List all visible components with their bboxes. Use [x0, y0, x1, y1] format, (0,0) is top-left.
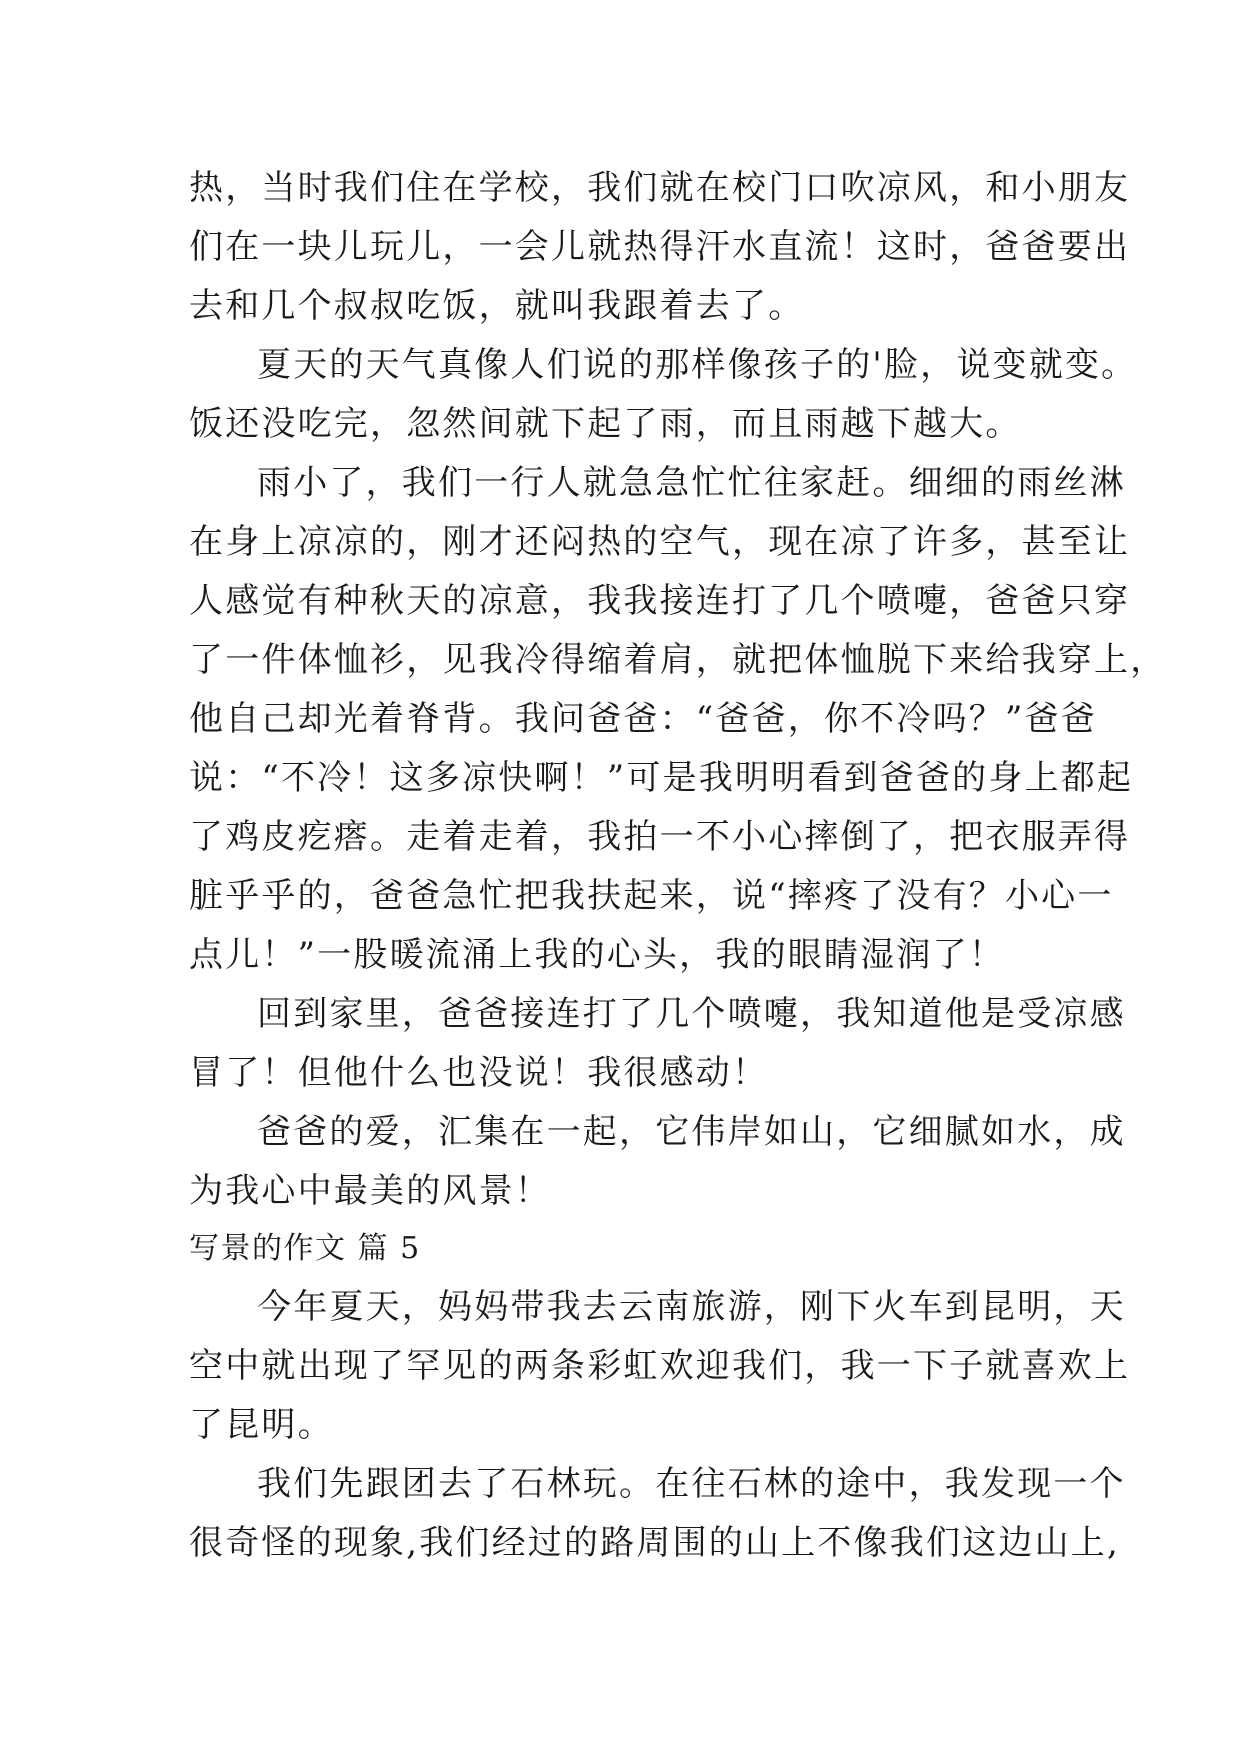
text-line: 点儿！”一股暖流涌上我的心头，我的眼睛湿润了！ [189, 935, 1005, 975]
text-line: 夏天的天气真像人们说的那样像孩子的'脸，说变就变。 [257, 345, 1138, 385]
text-line: 人感觉有种秋天的凉意，我我接连打了几个喷嚏，爸爸只穿 [189, 581, 1131, 621]
text-line: 他自己却光着脊背。我问爸爸：“爸爸，你不冷吗？”爸爸 [189, 699, 1097, 739]
text-line: 雨小了，我们一行人就急急忙忙往家赶。细细的雨丝淋 [257, 463, 1126, 503]
text-line: 热，当时我们住在学校，我们就在校门口吹凉风，和小朋友 [189, 168, 1131, 208]
text-line: 很奇怪的现象,我们经过的路周围的山上不像我们这边山上, [189, 1523, 1121, 1563]
text-line: 了一件体恤衫，见我冷得缩着肩，就把体恤脱下来给我穿上， [189, 640, 1167, 680]
text-line: 今年夏天，妈妈带我去云南旅游，刚下火车到昆明，天 [257, 1287, 1126, 1327]
text-line: 脏乎乎的，爸爸急忙把我扶起来，说“摔疼了没有？小心一 [189, 876, 1114, 916]
text-line: 我们先跟团去了石林玩。在往石林的途中，我发现一个 [257, 1464, 1126, 1504]
text-line: 去和几个叔叔吃饭，就叫我跟着去了。 [189, 286, 805, 326]
text-line: 冒了！但他什么也没说！我很感动！ [189, 1053, 769, 1093]
text-line: 了鸡皮疙瘩。走着走着，我拍一不小心摔倒了，把衣服弄得 [189, 817, 1131, 857]
text-line: 们在一块儿玩儿，一会儿就热得汗水直流！这时，爸爸要出 [189, 227, 1131, 267]
text-line: 说：“不冷！这多凉快啊！”可是我明明看到爸爸的身上都起 [189, 758, 1134, 798]
text-line: 饭还没吃完，忽然间就下起了雨，而且雨越下越大。 [189, 404, 1022, 444]
text-line: 空中就出现了罕见的两条彩虹欢迎我们，我一下子就喜欢上 [189, 1346, 1131, 1386]
text-line: 爸爸的爱，汇集在一起，它伟岸如山，它细腻如水，成 [257, 1112, 1126, 1152]
text-line: 回到家里，爸爸接连打了几个喷嚏，我知道他是受凉感 [257, 994, 1126, 1034]
section-heading: 写景的作文 篇 5 [189, 1231, 421, 1266]
text-line: 为我心中最美的风景！ [189, 1171, 551, 1211]
text-line: 在身上凉凉的，刚才还闷热的空气，现在凉了许多，甚至让 [189, 522, 1131, 562]
text-line: 了昆明。 [189, 1405, 334, 1445]
